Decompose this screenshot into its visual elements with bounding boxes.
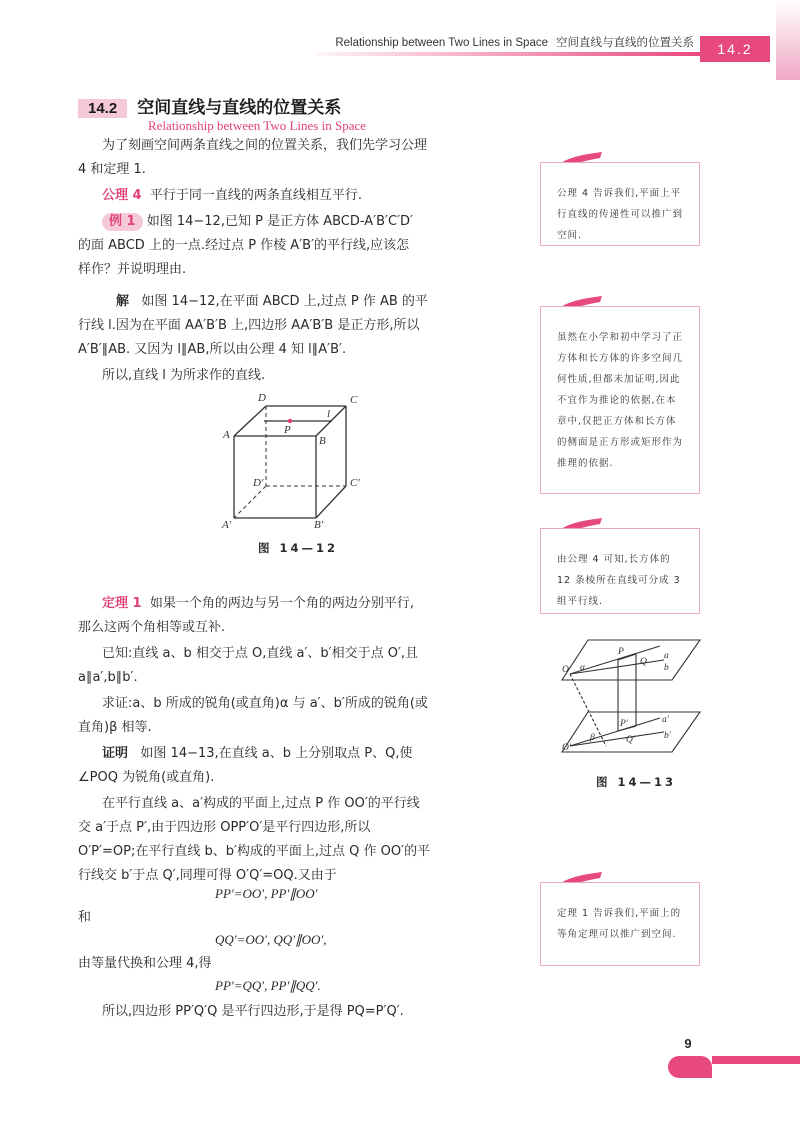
- header-title: [335, 34, 694, 50]
- section-tab: 14.2: [700, 36, 770, 62]
- label-A: A: [223, 429, 230, 441]
- proof-line-1: [102, 742, 412, 766]
- proof-line-2: ∠POQ 为锐角(或直角).: [78, 770, 215, 785]
- label-beta: β: [590, 733, 595, 743]
- given-line-1: 已知:直线 a、b 相交于点 O,直线 a′、b′相交于点 O′,且: [102, 646, 419, 661]
- side-note-3: 由公理 4 可知,长方体的 12 条棱所在直线可分成 3 组平行线.: [540, 528, 700, 614]
- label-C-prime: C′: [350, 477, 360, 489]
- theorem-label: 定理 1: [102, 596, 142, 611]
- figure-14-12-caption: 图 14—12: [258, 541, 339, 555]
- proof-line-5: O′P′=OP;在平行直线 b、b′构成的平面上,过点 Q 作 OO′的平: [78, 844, 431, 859]
- theorem-text-1: 如果一个角的两边与另一个角的两边分别平行,: [149, 596, 414, 611]
- proof-text-1: 如图 14−13,在直线 a、b 上分别取点 P、Q,使: [140, 746, 413, 761]
- label-D-prime: D′: [253, 477, 264, 489]
- example-line-2: 的面 ABCD 上的一点.经过点 P 作棱 A′B′的平行线,应该怎: [78, 238, 410, 253]
- label-Q-prime: Q′: [626, 735, 635, 745]
- label-a-prime: a′: [662, 715, 669, 725]
- example-line-3: 样作？并说明理由.: [78, 262, 187, 277]
- label-C: C: [350, 394, 358, 406]
- equation-1: PP′=OO′, PP′∥OO′: [215, 886, 318, 901]
- proof-line-3: 在平行直线 a、a′构成的平面上,过点 P 作 OO′的平行线: [102, 796, 420, 811]
- solution-line-4: 所以,直线 l 为所求作的直线.: [102, 368, 266, 383]
- axiom-4: [102, 184, 362, 208]
- example-badge: 例 1: [102, 213, 143, 231]
- side-note-4: 定理 1 告诉我们,平面上的等角定理可以推广到空间.: [540, 882, 700, 966]
- given-line-2: a∥a′,b∥b′.: [78, 670, 138, 685]
- page-tab-bar: [712, 1056, 800, 1064]
- prove-line-2: 直角)β 相等.: [78, 720, 152, 735]
- label-P: P: [284, 424, 291, 436]
- side-note-1: 公理 4 告诉我们,平面上平行直线的传递性可以推广到空间.: [540, 162, 700, 246]
- label-P-upper: P: [618, 647, 624, 657]
- section-heading: [78, 93, 341, 117]
- section-title: 空间直线与直线的位置关系: [137, 98, 342, 118]
- prove-line-1: 求证:a、b 所成的锐角(或直角)α 与 a′、b′所成的锐角(或: [102, 696, 428, 711]
- intro-line-2: 4 和定理 1.: [78, 162, 146, 177]
- running-header: [0, 0, 800, 80]
- theorem-1-line-2: 那么这两个角相等或互补.: [78, 620, 226, 635]
- label-b: b: [664, 663, 669, 673]
- intro-line-1: 为了刻画空间两条直线之间的位置关系，我们先学习公理: [102, 138, 428, 153]
- label-O-prime: O′: [562, 743, 571, 753]
- label-l: l: [327, 408, 331, 420]
- proof-line-4: 交 a′于点 P′,由于四边形 OPP′O′是平行四边形,所以: [78, 820, 371, 835]
- solution-label: 解: [116, 294, 130, 309]
- equation-3: PP′=QQ′, PP′∥QQ′.: [215, 978, 321, 993]
- label-b-prime: b′: [664, 731, 671, 741]
- label-A-prime: A′: [222, 519, 232, 531]
- solution-line-2: 行线 l.因为在平面 AA′B′B 上,四边形 AA′B′B 是正方形,所以: [78, 318, 420, 333]
- figure-14-13-caption: 图 14—13: [596, 775, 677, 789]
- page-tab: [668, 1056, 712, 1078]
- label-B-prime: B′: [314, 519, 324, 531]
- theorem-1-line-1: [102, 592, 414, 616]
- solution-line-1: [116, 290, 428, 314]
- label-P-prime: P′: [620, 719, 628, 729]
- and-word: 和: [78, 910, 92, 925]
- equation-2: QQ′=OO′, QQ′∥OO′,: [215, 932, 327, 947]
- page-footer: [668, 1020, 800, 1120]
- example-line-1: [102, 210, 413, 234]
- substitution-line: 由等量代换和公理 4,得: [78, 956, 212, 971]
- cube-figure: [220, 386, 370, 536]
- page-number: 9: [684, 1036, 692, 1051]
- planes-figure: [560, 630, 705, 760]
- proof-line-6: 行线交 b′于点 Q′,同理可得 O′Q′=OQ.又由于: [78, 868, 337, 883]
- conclusion-line: 所以,四边形 PP′Q′Q 是平行四边形,于是得 PQ=P′Q′.: [102, 1004, 404, 1019]
- section-subtitle: Relationship between Two Lines in Space: [148, 118, 366, 133]
- solution-text-1: 如图 14−12,在平面 ABCD 上,过点 P 作 AB 的平: [141, 294, 428, 309]
- header-chinese: 空间直线与直线的位置关系: [556, 35, 694, 49]
- axiom-text: 平行于同一直线的两条直线相互平行.: [149, 188, 362, 203]
- header-corner: [776, 0, 800, 80]
- header-english: Relationship between Two Lines in Space: [335, 37, 548, 49]
- label-a: a: [664, 651, 669, 661]
- example-text-1: 如图 14−12,已知 P 是正方体 ABCD-A′B′C′D′: [146, 214, 413, 229]
- solution-line-3: A′B′∥AB. 又因为 l∥AB,所以由公理 4 知 l∥A′B′.: [78, 342, 347, 357]
- point-p-marker: [288, 419, 292, 423]
- section-number: 14.2: [78, 99, 127, 118]
- proof-label: 证明: [102, 746, 129, 761]
- side-note-2: 虽然在小学和初中学习了正方体和长方体的许多空间几何性质,但都未加证明,因此不宜作为推论的依据,在本章中,仅把正方体和长方体的侧面是正方形或矩形作为推理的依据.: [540, 306, 700, 494]
- header-band: [315, 52, 700, 56]
- label-Q-upper: Q: [640, 657, 647, 667]
- label-O: O: [562, 665, 569, 675]
- label-D: D: [258, 392, 266, 404]
- label-alpha: α: [580, 663, 585, 673]
- axiom-label: 公理 4: [102, 188, 142, 203]
- label-B: B: [319, 435, 326, 447]
